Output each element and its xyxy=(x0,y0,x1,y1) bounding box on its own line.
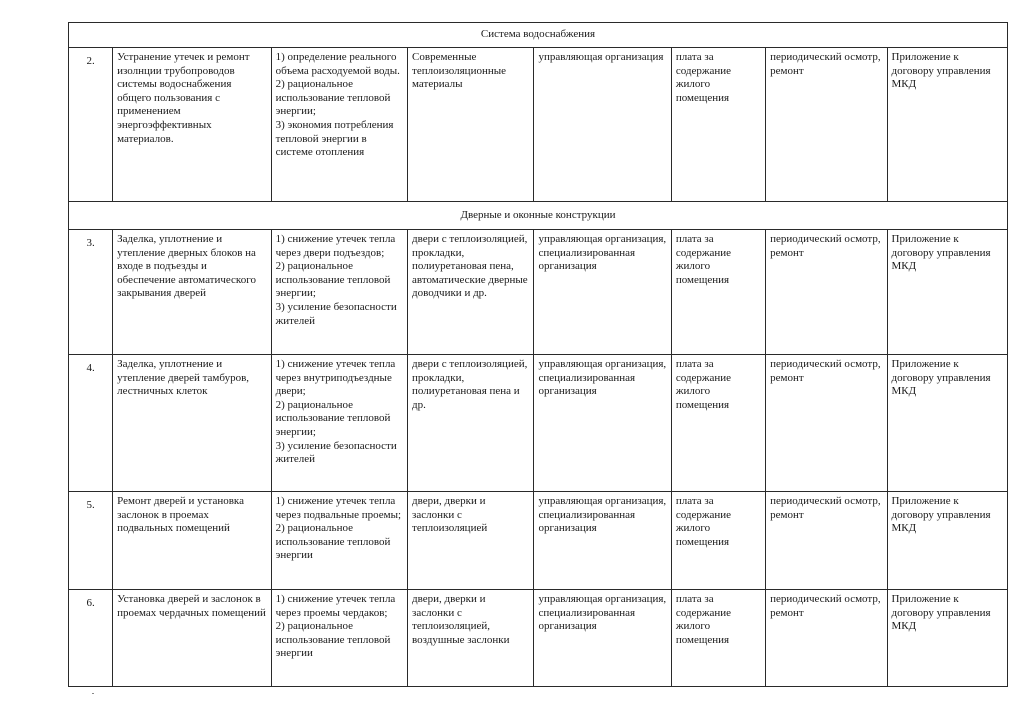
row-number: 4. xyxy=(69,355,113,492)
funding-cell: плата за содержание жилого помещения xyxy=(671,590,765,687)
measure-cell: Заделка, уплотнение и утепление дверных блоков на входе в подъезды и обеспечение автоматического закрывания дверей xyxy=(113,230,272,355)
table-row xyxy=(69,230,1008,355)
timing-cell: периодический осмотр, ремонт xyxy=(766,590,887,687)
executor-cell: управляющая организация, специализированная организация xyxy=(534,230,671,355)
executor-cell: управляющая организация xyxy=(534,48,671,202)
measures-table xyxy=(68,22,1008,687)
section-row-water xyxy=(69,23,1008,48)
table-row xyxy=(69,492,1008,590)
purpose-cell: 1) снижение утечек тепла через двери подъездов; 2) рациональное использование тепловой энергии; 3) усиление безопасности жителей xyxy=(271,230,407,355)
timing-cell: периодический осмотр, ремонт xyxy=(766,355,887,492)
table-row xyxy=(69,590,1008,687)
document-cell: Приложение к договору управления МКД xyxy=(887,590,1007,687)
measure-cell: Устранение утечек и ремонт изолнции трубопроводов системы водоснабжения общего пользования с применением энергоэффективных материалов. xyxy=(113,48,272,202)
section-title: Дверные и оконные конструкции xyxy=(69,202,1008,230)
measure-cell: Заделка, уплотнение и утепление дверей тамбуров, лестничных клеток xyxy=(113,355,272,492)
timing-cell: периодический осмотр, ремонт xyxy=(766,230,887,355)
executor-cell: управляющая организация, специализированная организация xyxy=(534,355,671,492)
funding-cell: плата за содержание жилого помещения xyxy=(671,230,765,355)
row-number: 6. xyxy=(69,590,113,687)
section-title: Система водоснабжения xyxy=(69,23,1008,48)
row-number: 2. xyxy=(69,48,113,202)
table-row xyxy=(69,355,1008,492)
executor-cell: управляющая организация, специализированная организация xyxy=(534,492,671,590)
row-number: 3. xyxy=(69,230,113,355)
section-row-doors xyxy=(69,202,1008,230)
document-cell: Приложение к договору управления МКД xyxy=(887,492,1007,590)
document-cell: Приложение к договору управления МКД xyxy=(887,355,1007,492)
timing-cell: периодический осмотр, ремонт xyxy=(766,48,887,202)
scan-speck xyxy=(92,693,94,694)
measure-cell: Установка дверей и заслонок в проемах чердачных помещений xyxy=(113,590,272,687)
document-cell: Приложение к договору управления МКД xyxy=(887,48,1007,202)
executor-cell: управляющая организация, специализированная организация xyxy=(534,590,671,687)
materials-cell: двери с теплоизоляцией, прокладки, полиуретановая пена и др. xyxy=(408,355,534,492)
row-number: 5. xyxy=(69,492,113,590)
materials-cell: двери, дверки и заслонки с теплоизоляцией, воздушные заслонки xyxy=(408,590,534,687)
funding-cell: плата за содержание жилого помещения xyxy=(671,48,765,202)
measure-cell: Ремонт дверей и установка заслонок в проемах подвальных помещений xyxy=(113,492,272,590)
purpose-cell: 1) снижение утечек тепла через проемы чердаков; 2) рациональное использование тепловой энергии xyxy=(271,590,407,687)
purpose-cell: 1) снижение утечек тепла через подвальные проемы; 2) рациональное использование тепловой энергии xyxy=(271,492,407,590)
timing-cell: периодический осмотр, ремонт xyxy=(766,492,887,590)
materials-cell: двери, дверки и заслонки с теплоизоляцией xyxy=(408,492,534,590)
purpose-cell: 1) определение реального объема расходуемой воды. 2) рациональное использование тепловой энергии; 3) экономия потребления тепловой энергии в системе отопления xyxy=(271,48,407,202)
purpose-cell: 1) снижение утечек тепла через внутриподъездные двери; 2) рациональное использование тепловой энергии; 3) усиление безопасности жителей xyxy=(271,355,407,492)
funding-cell: плата за содержание жилого помещения xyxy=(671,355,765,492)
document-cell: Приложение к договору управления МКД xyxy=(887,230,1007,355)
table-row xyxy=(69,48,1008,202)
materials-cell: Современные теплоизоляционные материалы xyxy=(408,48,534,202)
funding-cell: плата за содержание жилого помещения xyxy=(671,492,765,590)
materials-cell: двери с теплоизоляцией, прокладки, полиуретановая пена, автоматические дверные доводчики и др. xyxy=(408,230,534,355)
